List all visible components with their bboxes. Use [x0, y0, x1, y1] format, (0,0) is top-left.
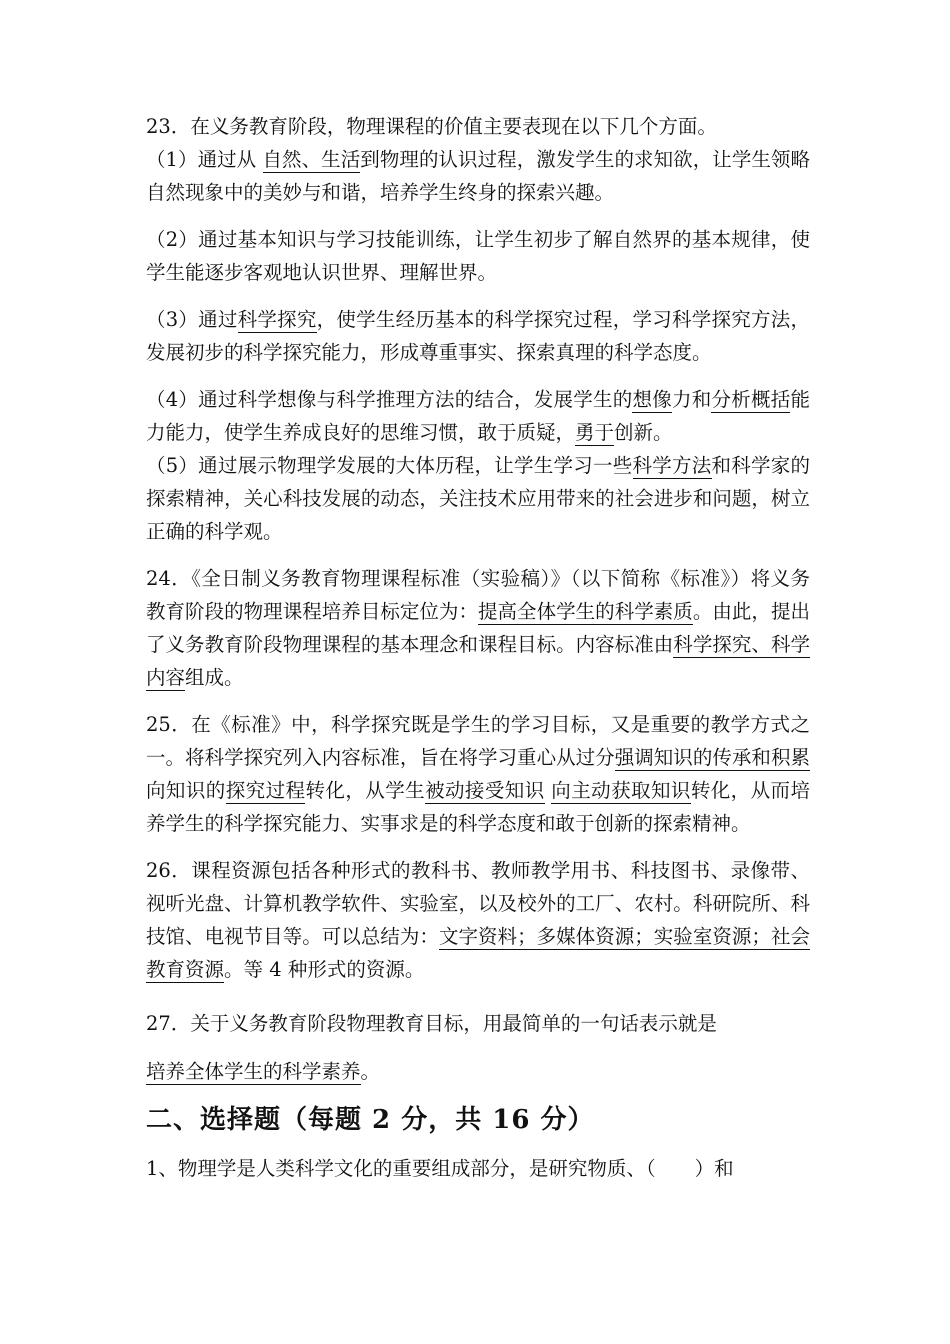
blank-answer: 分析概括 [711, 388, 791, 411]
blank-answer: 培养全体学生的科学素养 [146, 1060, 361, 1083]
q26: 26．课程资源包括各种形式的教科书、教师教学用书、科技图书、录像带、视听光盘、计算机教学软件、实验室，以及校外的工厂、农村。科研院所、科技馆、电视节目等。可以总结为：文字资料；多媒体资源；实验室资源；社会教育资源。等 4 种形式的资源。 [146, 859, 810, 981]
q25: 25．在《标准》中，科学探究既是学生的学习目标，又是重要的教学方式之一。将科学探究列入内容标准，旨在将学习重心从过分强调知识的传承和积累向知识的探究过程转化，从学生被动接受知识 向主动获取知识转化，从而培养学生的科学探究能力、实事求是的科学态度和敢于创新的探索精神。 [146, 713, 810, 835]
blank-answer: 向主动获取知识 [551, 779, 691, 802]
q23-stem: 23．在义务教育阶段，物理课程的价值主要表现在以下几个方面。 [146, 115, 717, 138]
q23-item-1: （1）通过从 自然、生活到物理的认识过程，激发学生的求知欲，让学生领略自然现象中的美妙与和谐，培养学生终身的探索兴趣。 [146, 148, 810, 204]
q23-item-3: （3）通过科学探究，使学生经历基本的科学探究过程，学习科学探究方法，发展初步的科学探究能力，形成尊重事实、探索真理的科学态度。 [146, 308, 810, 364]
q23-item-2: （2）通过基本知识与学习技能训练，让学生初步了解自然界的基本规律，使学生能逐步客观地认识世界、理解世界。 [146, 228, 810, 284]
q23-item-5: （5）通过展示物理学发展的大体历程，让学生学习一些科学方法和科学家的探索精神，关心科技发展的动态，关注技术应用带来的社会进步和问题，树立正确的科学观。 [146, 454, 810, 543]
q24: 24．《全日制义务教育物理课程标准（实验稿）》（以下简称《标准》）将义务教育阶段的物理课程培养目标定位为：提高全体学生的科学素质。由此，提出了义务教育阶段物理课程的基本理念和课程目标。内容标准由科学探究、科学内容组成。 [146, 567, 810, 689]
blank-answer: 自然、生活 [262, 148, 361, 171]
section-heading: 二、选择题（每题 2 分，共 16 分） [146, 1105, 595, 1135]
q27: 27．关于义务教育阶段物理教育目标，用最简单的一句话表示就是 培养全体学生的科学素养。 [146, 1012, 717, 1083]
mc-question-1: 1、物理学是人类科学文化的重要组成部分，是研究物质、（ ）和 [146, 1157, 734, 1180]
blank-answer: 探究过程 [225, 779, 306, 802]
blank-answer: 强调知识的传承和积累 [614, 746, 810, 769]
blank-answer: 勇于 [575, 421, 615, 444]
blank-answer: 想像 [632, 388, 672, 411]
blank-answer: 文字资料；多媒体资源；实验室资源；社会教育资源 [146, 925, 810, 981]
blank-answer: 提高全体学生的科学素质 [478, 600, 693, 623]
blank-answer: 科学方法 [632, 454, 712, 477]
document-page [146, 110, 810, 1185]
blank-answer: 被动接受知识 [425, 779, 545, 802]
blank-answer: 科学探究 [237, 308, 317, 331]
q23-item-4: （4）通过科学想像与科学推理方法的结合，发展学生的想像力和分析概括能力能力，使学生养成良好的思维习惯，敢于质疑，勇于创新。 [146, 388, 810, 444]
blank-answer: 科学探究、科学内容 [146, 633, 810, 689]
